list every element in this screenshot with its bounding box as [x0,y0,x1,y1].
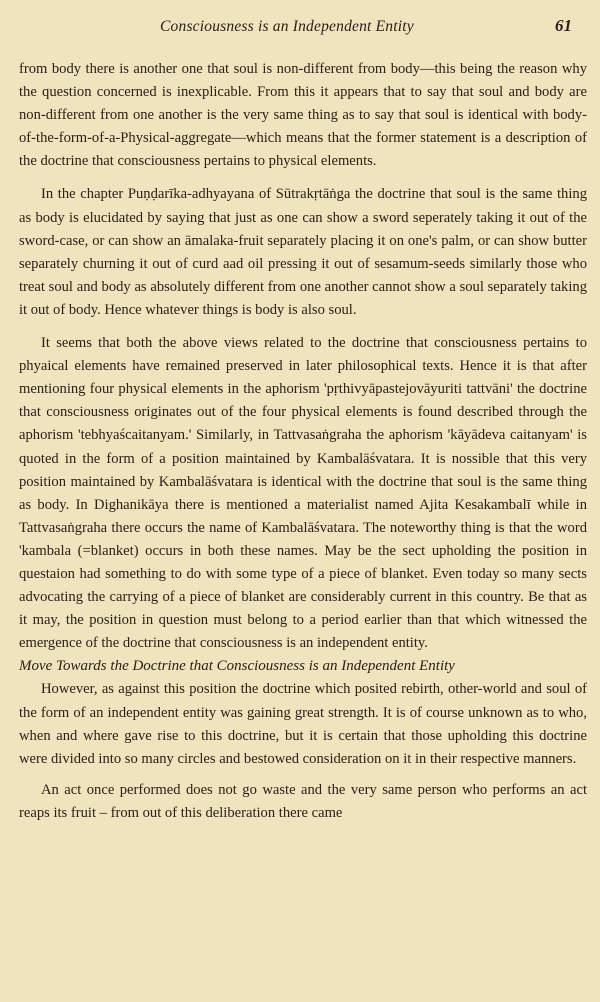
section-heading: Move Towards the Doctrine that Consciousness is an Independent Entity [19,658,455,675]
paragraph-rebirth: However, as against this position the doctrine which posited rebirth, other-world and soul of the form of an independent entity was gaining great strength. It is of course unknown as to who, when and where gave rise to this doctrine, but it is certain that those upholding this doctrine were divided into so many circles and bestowed consideration on it in their respective manners. [19,681,587,767]
paragraph-pundarika: In the chapter Puṇḍarīka-adhyayana of Sūtrakṛtāṅga the doctrine that soul is the same thing as body is elucidated by saying that just as one can show a sword seperately taking it out of the sword-case, or can show an āmalaka-fruit separately placing it on one's palm, or can show butter separately churning it out of curd aad oil pressing it out of sesamum-seeds similarly those who treat soul and body as absolutely different from one another cannot show a soul separately taking it out of body. Hence whatever things is body is also soul. [19,186,587,318]
running-head [0,18,600,44]
paragraph-continued: from body there is another one that soul is non-different from body—this being the reason why the question concerned is inexplicable. From this it appears that to say that soul and body are non-different from one another is the very same thing as to say that soul is identical with body-of-the-form-of-a-Physical-aggregate—which means that the former statement is a description of the doctrine that consciousness pertains to physical elements. [19,61,587,170]
paragraph-act-fruit: An act once performed does not go waste and the very same person who performs an act reaps its fruit – from out of this deliberation there came [19,781,587,821]
page-body [19,58,587,825]
paragraph-later-texts: It seems that both the above views related to the doctrine that consciousness pertains to phyaical elements have remained preserved in later philosophical texts. Hence it is that after mentioning four physical elements in the aphorism 'pṛthivyāpastejovāyuriti tattvāni' the doctrine that consciousness originates out of the four physical elements is found described through the aphorism 'tebhyaścaitanyam.' Similarly, in Tattvasaṅgraha the aphorism 'kāyādeva caitanyam' is quoted in the form of a position maintained by Kambalāśvatara. It is nossible that this very position maintained by Kambalāśvatara is identical with the doctrine that soul is the same thing as body. In Dighanikāya there is mentioned a materialist named Ajita Kesakambalī while in Tattvasaṅgraha there occurs the name of Kambalāśvatara. The noteworthy thing is that the word 'kambala (=blanket) occurs in both these names. May be the sect upholding the position in questaion had something to do with some type of a piece of blanket. Even today so many sects advocating the carrying of a piece of blanket are considerably current in this country. Be that as it may, the position in question must belong to a period earlier than that which witnessed the emergence of the doctrine that consciousness is an independent entity. [19,335,587,652]
running-title: Consciousness is an Independent Entity [160,18,414,35]
page-number: 61 [555,16,572,35]
